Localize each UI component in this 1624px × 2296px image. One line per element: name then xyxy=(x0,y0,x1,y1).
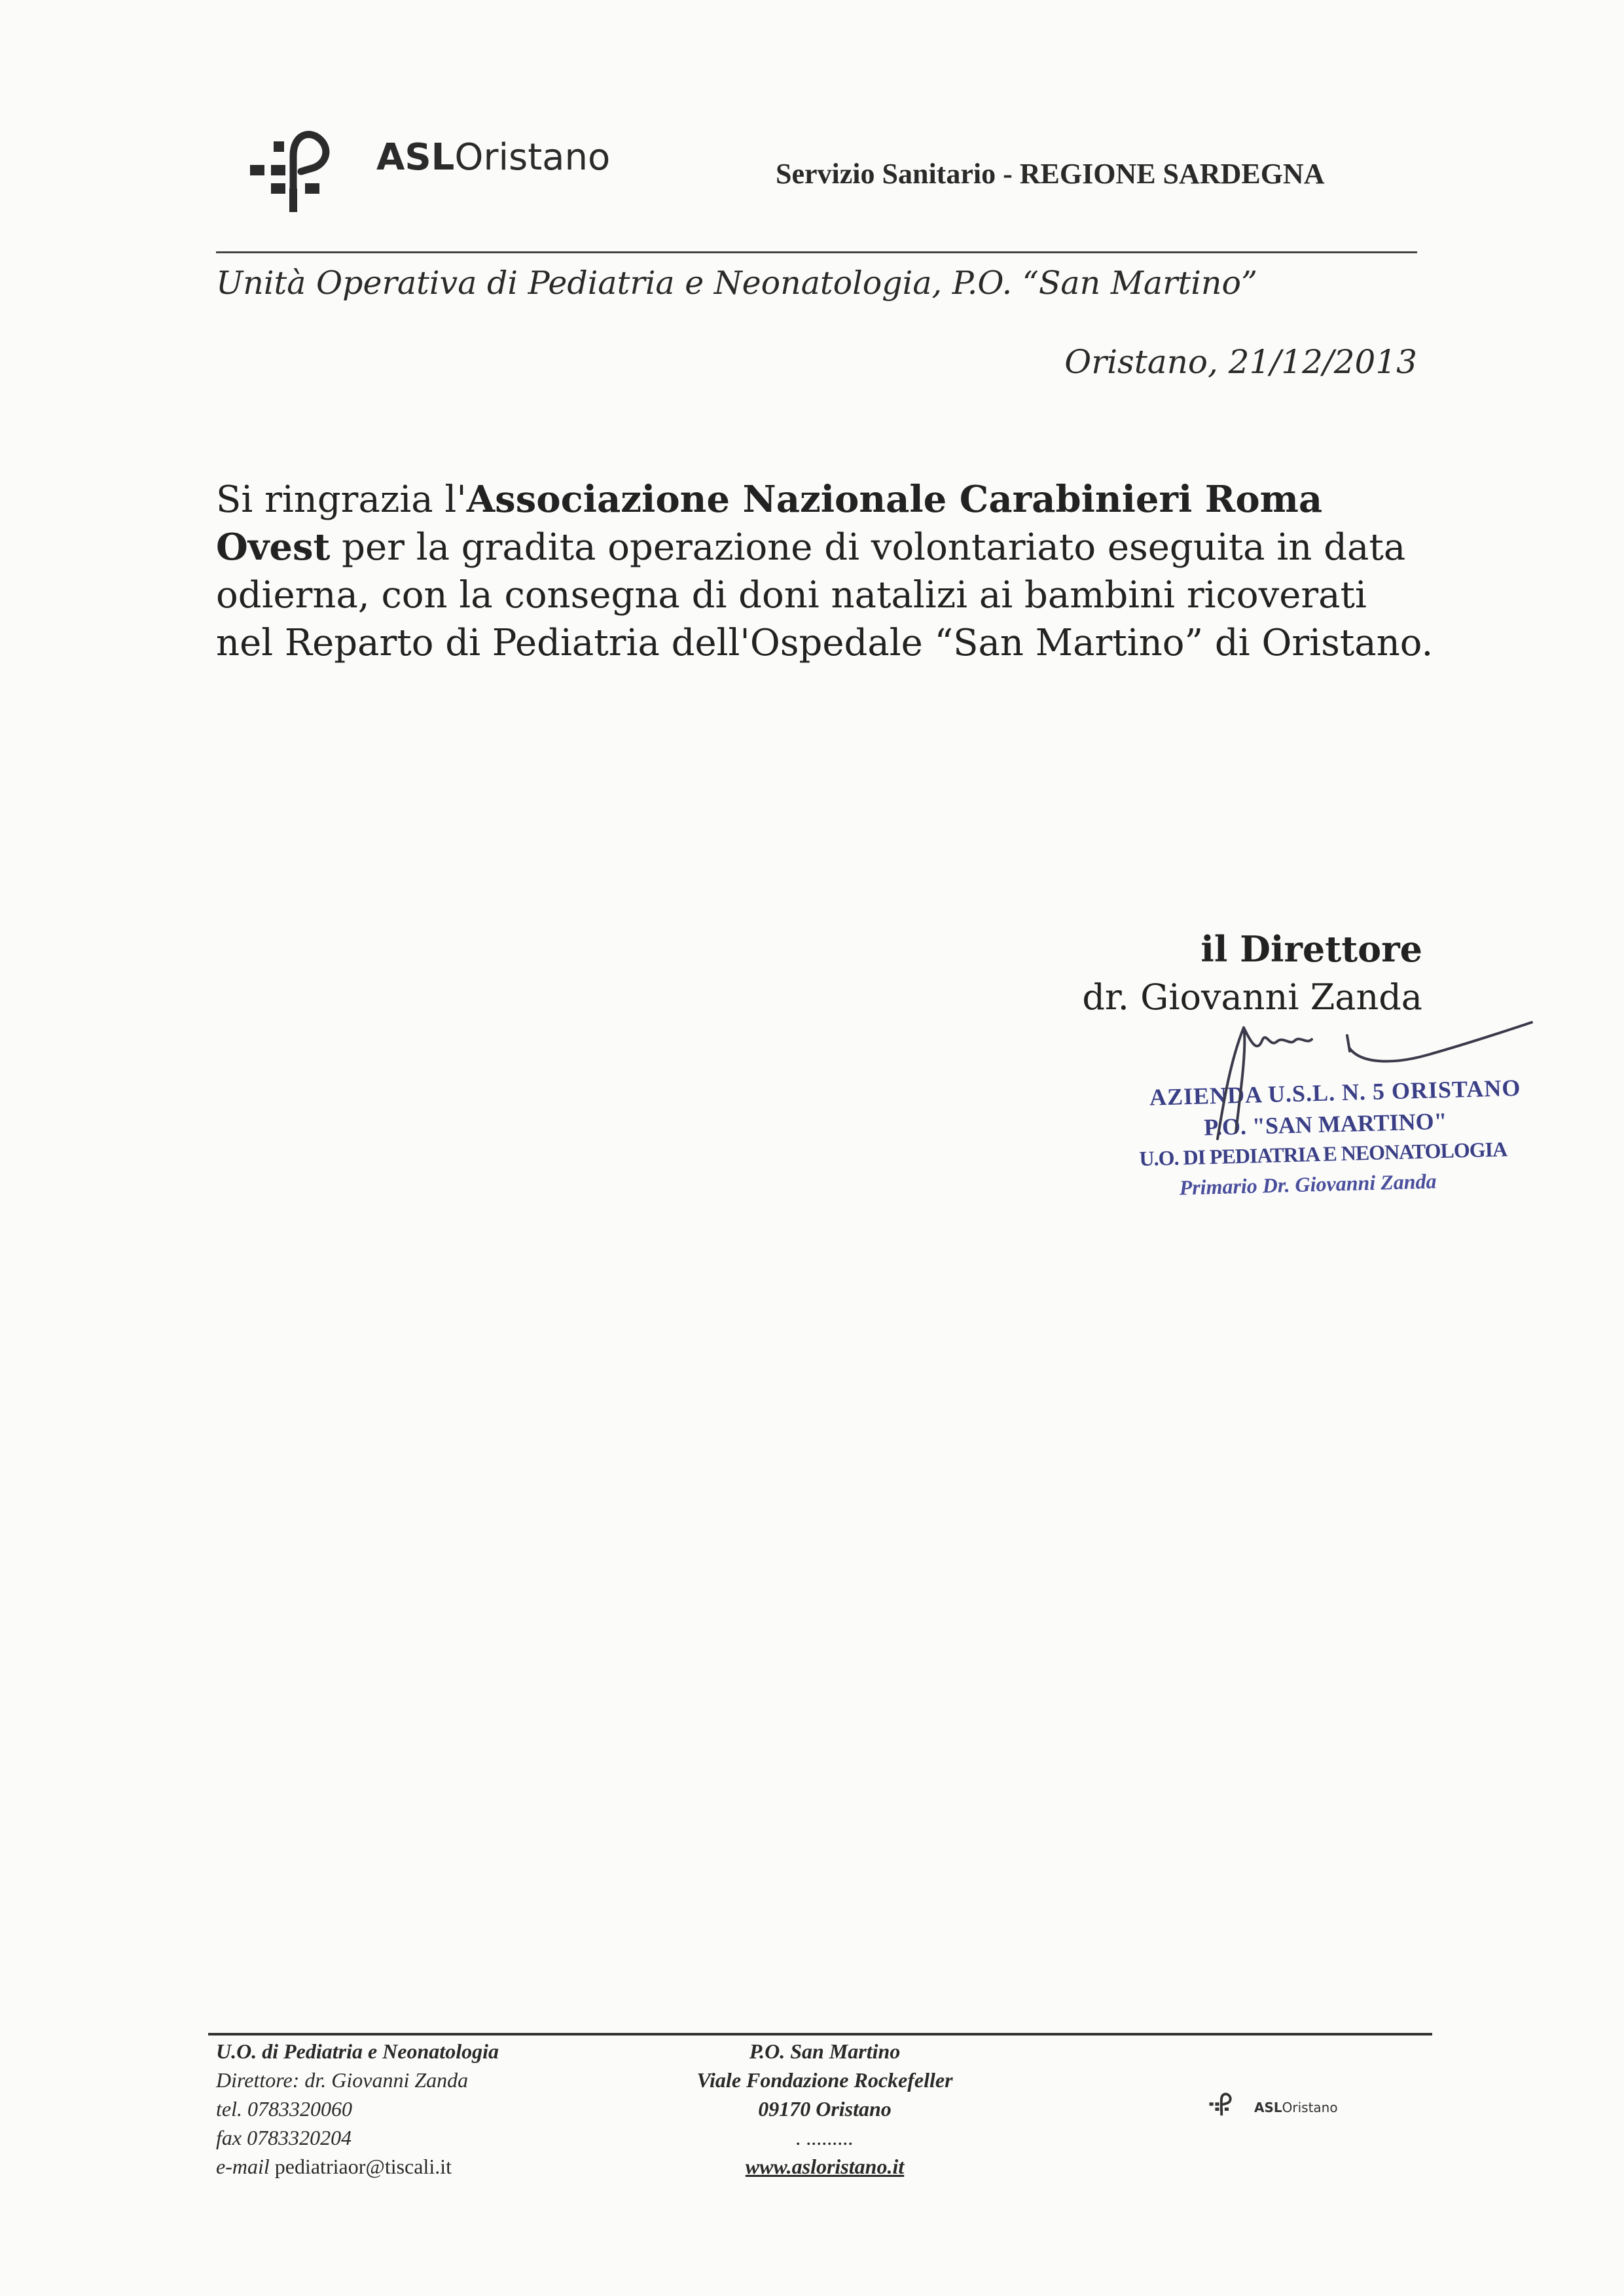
logo-city: Oristano xyxy=(454,136,611,179)
body-intro: Si ringrazia l' xyxy=(216,478,467,521)
handwritten-signature xyxy=(1178,1001,1545,1152)
footer-contact xyxy=(216,2037,499,2181)
letter-date: Oristano, 21/12/2013 xyxy=(1064,343,1417,381)
footer-street: Viale Fondazione Rockefeller xyxy=(696,2068,953,2092)
asl-logo-text xyxy=(376,136,610,179)
footer-city: 09170 Oristano xyxy=(758,2097,892,2121)
footer-website-link[interactable]: www.asloristano.it xyxy=(745,2155,905,2178)
footer-asl-logo-icon xyxy=(1206,2088,1238,2117)
stamp-line-3: U.O. DI PEDIATRIA E NEONATOLOGIA xyxy=(1139,1137,1507,1171)
stamp-line-2: P.O. "SAN MARTINO" xyxy=(1203,1107,1448,1141)
logo-asl: ASL xyxy=(376,136,455,179)
footer-logo-asl: ASL xyxy=(1254,2100,1282,2115)
region-heading: Servizio Sanitario - REGIONE SARDEGNA xyxy=(776,158,1325,190)
footer-logo-city: Oristano xyxy=(1282,2100,1338,2115)
footer-asl-logo-text xyxy=(1254,2100,1338,2115)
header-divider xyxy=(216,251,1417,253)
unit-heading: Unità Operativa di Pediatria e Neonatologia, P.O. “San Martino” xyxy=(216,264,1258,302)
stamp-line-1: AZIENDA U.S.L. N. 5 ORISTANO xyxy=(1149,1074,1521,1111)
footer-email[interactable]: pediatriaor@tiscali.it xyxy=(274,2155,452,2178)
footer-email-row xyxy=(216,2152,499,2181)
footer-dots: . ......... xyxy=(796,2126,854,2149)
footer-fax: fax 0783320204 xyxy=(216,2126,352,2149)
asl-logo-icon xyxy=(237,115,355,213)
director-title: il Direttore xyxy=(1200,928,1422,970)
letter-body xyxy=(216,476,1434,667)
stamp-line-4: Primario Dr. Giovanni Zanda xyxy=(1179,1169,1437,1200)
footer-director: Direttore: dr. Giovanni Zanda xyxy=(216,2068,469,2092)
footer-unit-title: U.O. di Pediatria e Neonatologia xyxy=(216,2039,499,2063)
footer-tel: tel. 0783320060 xyxy=(216,2097,352,2121)
body-association: Associazione Nazionale Carabinieri Roma Ovest xyxy=(216,478,1323,569)
footer-email-label: e-mail xyxy=(216,2155,270,2178)
footer-divider xyxy=(208,2033,1432,2036)
body-rest: per la gradita operazione di volontariato eseguita in data odierna, con la consegna di doni natalizi ai bambini ricoverati nel Reparto di Pediatria dell'Ospedale “San Martino” di Oristano. xyxy=(216,526,1434,664)
footer-address xyxy=(655,2037,995,2181)
footer-hospital: P.O. San Martino xyxy=(749,2039,901,2063)
director-name: dr. Giovanni Zanda xyxy=(1082,977,1422,1018)
